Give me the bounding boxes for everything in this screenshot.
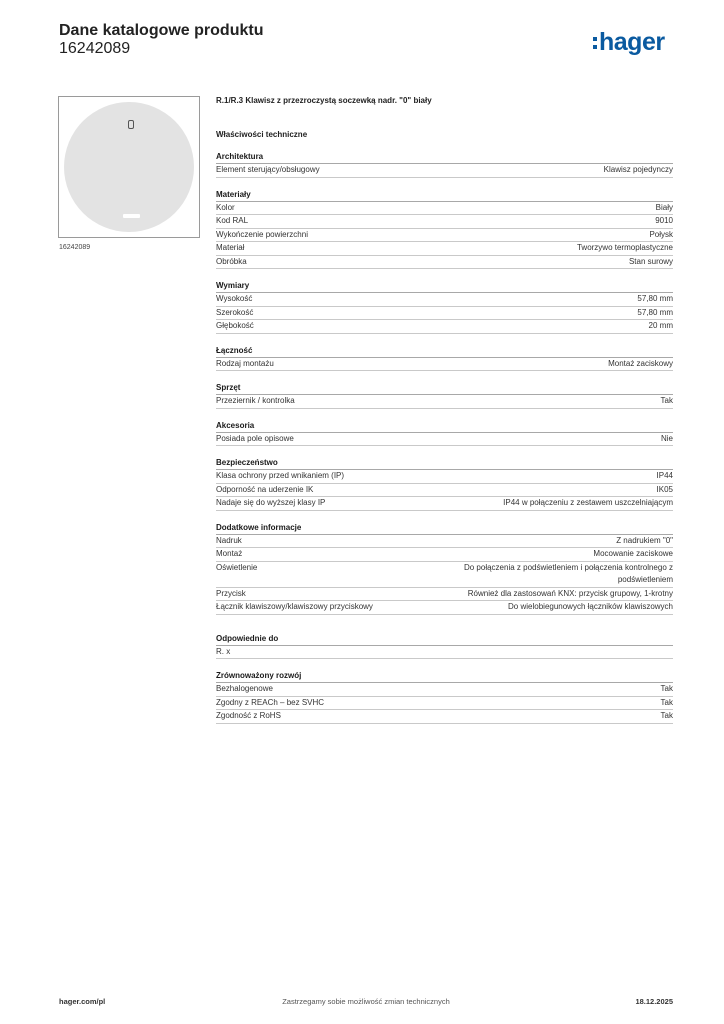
zero-print-mark-icon — [128, 120, 134, 129]
spec-row — [216, 215, 673, 229]
group-title: Sprzęt — [216, 383, 673, 395]
spec-value: Tak — [660, 396, 673, 405]
spec-value: Tak — [660, 684, 673, 693]
spec-key: Montaż — [216, 549, 243, 558]
spec-key: Materiał — [216, 243, 245, 252]
spec-value: Stan surowy — [628, 256, 673, 266]
spec-row — [216, 293, 673, 307]
spec-value: IK05 — [656, 484, 673, 494]
section-heading: Właściwości techniczne — [216, 130, 308, 139]
group-title: Odpowiednie do — [216, 634, 673, 646]
spec-row — [216, 588, 673, 602]
spec-group — [216, 281, 673, 334]
page-footer — [59, 997, 673, 1006]
spec-key: Obróbka — [216, 256, 247, 266]
spec-key: Głębokość — [216, 321, 254, 330]
spec-group — [216, 383, 673, 409]
spec-group — [216, 671, 673, 724]
spec-row — [216, 697, 673, 711]
spec-key: Nadaje się do wyższej klasy IP — [216, 498, 326, 507]
spec-value: 57,80 mm — [637, 294, 673, 303]
spec-value: Do wielobiegunowych łączników klawiszowych — [508, 602, 673, 611]
group-title: Architektura — [216, 152, 673, 164]
spec-value: Połysk — [649, 229, 673, 239]
spec-row — [216, 307, 673, 321]
spec-key: Wykończenie powierzchni — [216, 229, 308, 239]
spec-row — [216, 535, 673, 549]
product-description: R.1/R.3 Klawisz z przezroczystą soczewką nadr. "0" biały — [216, 96, 432, 105]
group-title: Akcesoria — [216, 421, 673, 433]
spec-group — [216, 634, 673, 660]
image-caption: 16242089 — [59, 244, 91, 251]
page-header — [59, 22, 263, 58]
footer-website: hager.com/pl — [59, 997, 106, 1006]
spec-row — [216, 320, 673, 334]
group-title: Zrównoważony rozwój — [216, 671, 673, 683]
spec-value: Biały — [655, 202, 673, 212]
spec-row — [216, 548, 673, 562]
spec-key: Łącznik klawiszowy/klawiszowy przyciskowy — [216, 602, 373, 611]
spec-key: Bezhalogenowe — [216, 684, 273, 693]
spec-row — [216, 601, 673, 615]
spec-key: Wysokość — [216, 294, 253, 303]
spec-group — [216, 346, 673, 372]
product-image — [58, 96, 200, 238]
spec-key: Odporność na uderzenie IK — [216, 484, 314, 494]
group-title: Dodatkowe informacje — [216, 523, 673, 535]
spec-value: Nie — [660, 433, 673, 443]
footer-disclaimer: Zastrzegamy sobie możliwość zmian technicznych — [282, 997, 450, 1006]
spec-key: Oświetlenie — [216, 562, 258, 572]
spec-row — [216, 358, 673, 372]
rocker-switch-picture — [64, 102, 194, 232]
product-number: 16242089 — [59, 40, 131, 57]
lens-slot-icon — [123, 214, 140, 218]
spec-row — [216, 646, 673, 660]
spec-key: Kod RAL — [216, 216, 249, 225]
spec-key: Zgodny z REACh – bez SVHC — [216, 697, 325, 707]
spec-value: 20 mm — [648, 321, 673, 330]
spec-key: Posiada pole opisowe — [216, 433, 294, 443]
spec-key: Klasa ochrony przed wnikaniem (IP) — [216, 471, 345, 480]
spec-key: Przeziernik / kontrolka — [216, 396, 295, 405]
spec-key: R. x — [216, 646, 231, 656]
spec-key: Przycisk — [216, 588, 246, 598]
footer-date: 18.12.2025 — [635, 997, 673, 1006]
spec-value: IP44 — [656, 471, 673, 480]
spec-groups — [216, 152, 673, 724]
spec-row — [216, 164, 673, 178]
spec-key: Rodzaj montażu — [216, 358, 274, 368]
spec-content — [216, 96, 673, 724]
spec-value: Montaż zaciskowy — [608, 358, 673, 368]
spec-value: Do połączenia z podświetleniem i połączenia kontrolnego z podświetleniem — [463, 562, 673, 584]
spec-group — [216, 190, 673, 270]
spec-group — [216, 152, 673, 178]
spec-value: Mocowanie zaciskowe — [593, 549, 673, 558]
group-title: Łączność — [216, 346, 673, 358]
spec-key: Nadruk — [216, 535, 242, 545]
spec-value: IP44 w połączeniu z zestawem uszczelniającym — [503, 498, 673, 507]
spec-row — [216, 484, 673, 498]
spec-group — [216, 523, 673, 615]
spec-row — [216, 470, 673, 484]
spec-row — [216, 497, 673, 511]
page-title: Dane katalogowe produktu — [59, 22, 264, 39]
spec-row — [216, 683, 673, 697]
spec-value: Również dla zastosowań KNX: przycisk grupowy, 1-krotny — [467, 588, 673, 598]
logo-text: hager — [599, 28, 665, 56]
spec-group — [216, 458, 673, 511]
spec-group — [216, 421, 673, 447]
spec-row — [216, 433, 673, 447]
spec-key: Szerokość — [216, 307, 254, 317]
spec-value: Z nadrukiem "0" — [616, 535, 673, 545]
spec-value: Tak — [660, 711, 673, 720]
spec-key: Kolor — [216, 202, 235, 212]
spec-row — [216, 202, 673, 216]
spec-value: 57,80 mm — [637, 307, 673, 317]
group-title: Materiały — [216, 190, 673, 202]
spec-row — [216, 229, 673, 243]
spec-row — [216, 710, 673, 724]
spec-value: Tworzywo termoplastyczne — [576, 243, 673, 252]
spec-key: Zgodność z RoHS — [216, 711, 281, 720]
spec-row — [216, 562, 673, 588]
spec-value: Klawisz pojedynczy — [603, 165, 673, 174]
spec-row — [216, 395, 673, 409]
spec-key: Element sterujący/obsługowy — [216, 165, 320, 174]
group-title: Bezpieczeństwo — [216, 458, 673, 470]
spec-row — [216, 242, 673, 256]
logo-dots-icon — [593, 37, 597, 49]
group-title: Wymiary — [216, 281, 673, 293]
hager-logo — [593, 27, 675, 57]
spec-row — [216, 256, 673, 270]
spec-value: Tak — [660, 697, 673, 707]
spec-value: 9010 — [655, 216, 673, 225]
